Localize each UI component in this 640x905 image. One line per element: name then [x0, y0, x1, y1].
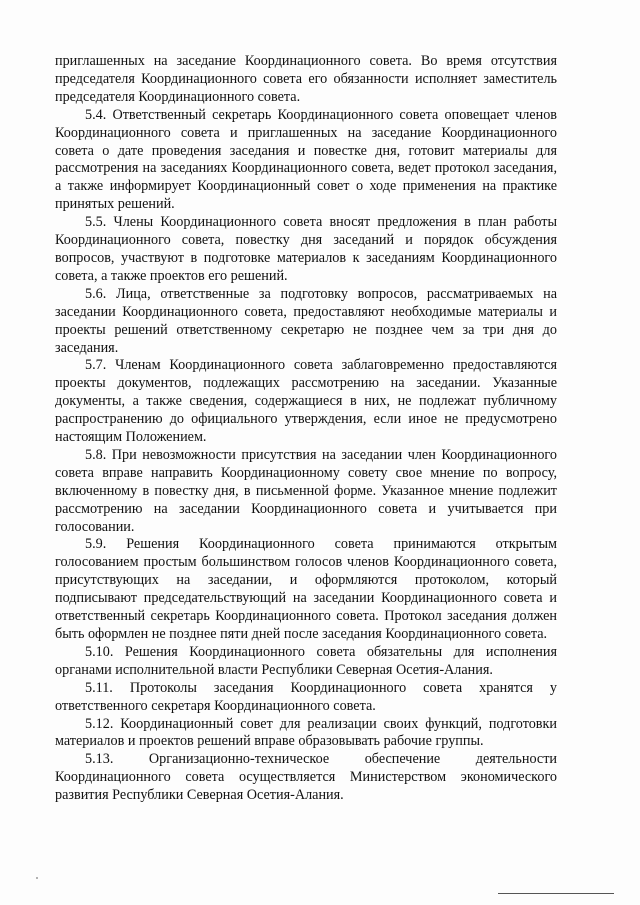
paragraph-5-4: 5.4. Ответственный секретарь Координационного совета оповещает членов Координационного совета и приглашенных на заседание Координационного совета о дате проведения заседания и повестке дня, готовит материалы для рассмотрения на заседаниях Координационного совета, ведет протокол заседания, а также информирует Координационный совет о ходе применения на практике принятых решений.	[55, 106, 557, 213]
document-body	[55, 53, 557, 805]
footer-rule	[498, 893, 614, 894]
paragraph-continuation: приглашенных на заседание Координационного совета. Во время отсутствия председателя Координационного совета его обязанности исполняет заместитель председателя Координационного совета.	[55, 53, 557, 105]
paragraph-5-8: 5.8. При невозможности присутствия на заседании член Координационного совета вправе направить Координационному совету свое мнение по вопросу, включенному в повестку дня, в письменной форме. Указанное мнение подлежит рассмотрению на заседании Координационного совета и учитывается при голосовании.	[55, 446, 557, 535]
paragraph-5-7: 5.7. Членам Координационного совета заблаговременно предоставляются проекты документов, подлежащих рассмотрению на заседании. Указанные документы, а также сведения, содержащиеся в них, не подлежат публичному распространению до официального утверждения, если иное не предусмотрено настоящим Положением.	[55, 357, 557, 446]
scan-speck	[36, 877, 38, 879]
paragraph-5-6: 5.6. Лица, ответственные за подготовку вопросов, рассматриваемых на заседании Координационного совета, предоставляют необходимые материалы и проекты решений ответственному секретарю не позднее чем за три дня до заседания.	[55, 285, 557, 356]
paragraph-5-5: 5.5. Члены Координационного совета вносят предложения в план работы Координационного совета, повестку дня заседаний и порядок обсуждения вопросов, участвуют в подготовке материалов к заседаниям Координационного совета, а также проектов его решений.	[55, 214, 557, 284]
paragraph-5-10: 5.10. Решения Координационного совета обязательны для исполнения органами исполнительной власти Республики Северная Осетия-Алания.	[55, 643, 557, 678]
paragraph-5-9: 5.9. Решения Координационного совета принимаются открытым голосованием простым большинством голосов членов Координационного совета, присутствующих на заседании, и оформляются протоколом, который подписывают председательствующий на заседании Координационного совета и ответственный секретарь Координационного совета. Протокол заседания должен быть оформлен не позднее пяти дней после заседания Координационного совета.	[55, 536, 557, 642]
paragraph-5-11: 5.11. Протоколы заседания Координационного совета хранятся у ответственного секретаря Координационного совета.	[55, 679, 557, 714]
paragraph-5-12: 5.12. Координационный совет для реализации своих функций, подготовки материалов и проектов решений вправе образовывать рабочие группы.	[55, 715, 557, 750]
paragraph-5-13: 5.13. Организационно-техническое обеспечение деятельности Координационного совета осуществляется Министерством экономического развития Республики Северная Осетия-Алания.	[55, 751, 557, 804]
